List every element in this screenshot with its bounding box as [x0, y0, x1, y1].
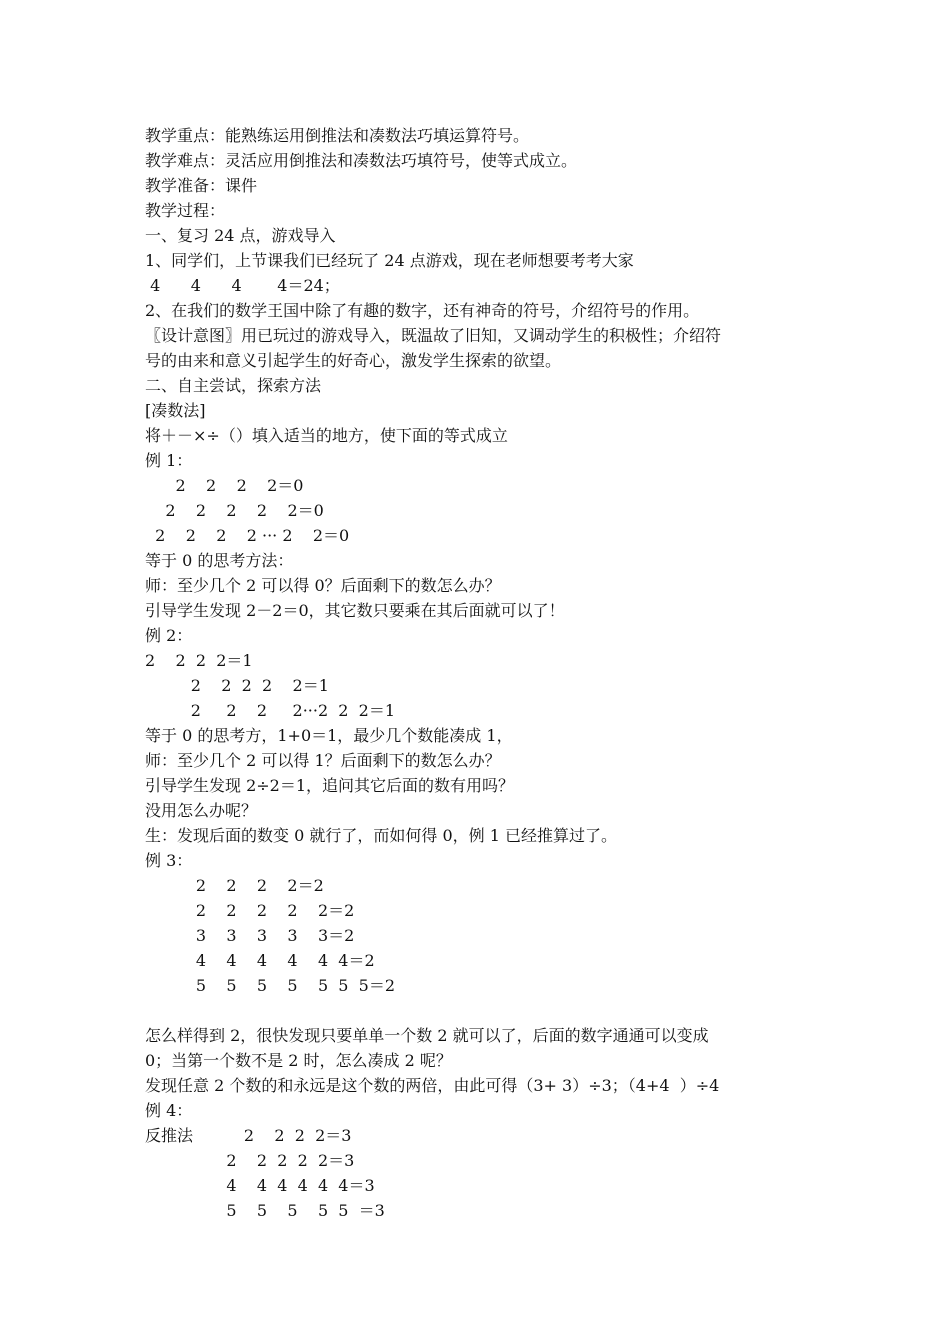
teaching-focus-line: 教学重点：能熟练运用倒推法和凑数法巧填运算符号。 — [145, 126, 530, 145]
equation-line: 2 2 2 2＝2 — [145, 876, 324, 895]
text-line: 0；当第一个数不是 2 时，怎么凑成 2 呢？ — [145, 1051, 452, 1070]
teaching-process-heading: 教学过程： — [145, 201, 226, 220]
equation-line: 4 4 4 4 4 4＝3 — [145, 1176, 375, 1195]
text-line: 等于 0 的思考方，1+0＝1，最少几个数能凑成 1， — [145, 726, 513, 745]
text-line: 将＋－×÷（）填入适当的地方，使下面的等式成立 — [145, 426, 508, 445]
text-line: 等于 0 的思考方法： — [145, 551, 294, 570]
equation-line: 2 2 2 2 2＝3 — [145, 1151, 355, 1170]
text-line: 没用怎么办呢？ — [145, 801, 258, 820]
teaching-difficulty-line: 教学难点：灵活应用倒推法和凑数法巧填符号，使等式成立。 — [145, 151, 578, 170]
example-label: 例 1： — [145, 451, 193, 470]
equation-line: 2 2 2 2＝1 — [145, 651, 253, 670]
example-label: 例 3： — [145, 851, 193, 870]
equation-line: 4 4 4 4 4 4＝2 — [145, 951, 375, 970]
text-line: 生：发现后面的数变 0 就行了，而如何得 0，例 1 已经推算过了。 — [145, 826, 617, 845]
section-two-heading: 二、自主尝试，探索方法 — [145, 376, 322, 395]
text-line: 怎么样得到 2，很快发现只要单单一个数 2 就可以了，后面的数字通通可以变成 — [145, 1026, 709, 1045]
equation-line: 2 2 2 2 2＝1 — [145, 676, 329, 695]
equation-line: 4 4 4 4＝24； — [145, 276, 340, 295]
equation-line: 2 2 2 2 2＝0 — [145, 501, 324, 520]
equation-line: 反推法 2 2 2 2＝3 — [145, 1126, 352, 1145]
design-intent-line: 〖设计意图〗用已玩过的游戏导入，既温故了旧知，又调动学生的积极性；介绍符 — [145, 326, 722, 345]
method-label: [凑数法] — [145, 401, 206, 420]
teaching-preparation-line: 教学准备：课件 — [145, 176, 258, 195]
equation-line: 2 2 2 2···2 2 2＝1 — [145, 701, 396, 720]
section-one-heading: 一、复习 24 点，游戏导入 — [145, 226, 336, 245]
text-line: 发现任意 2 个数的和永远是这个数的两倍，由此可得（3+ 3）÷3；（4+4 ）÷4 — [145, 1076, 720, 1095]
text-line: 师：至少几个 2 可以得 1？后面剩下的数怎么办？ — [145, 751, 501, 770]
equation-line: 3 3 3 3 3＝2 — [145, 926, 355, 945]
equation-line: 2 2 2 2＝0 — [145, 476, 304, 495]
example-label: 例 2： — [145, 626, 193, 645]
equation-line: 5 5 5 5 5 5 5＝2 — [145, 976, 396, 995]
equation-line: 5 5 5 5 5 ＝3 — [145, 1201, 385, 1220]
text-line: 引导学生发现 2－2＝0，其它数只要乘在其后面就可以了！ — [145, 601, 565, 620]
equation-line: 2 2 2 2 2＝2 — [145, 901, 355, 920]
text-line: 号的由来和意义引起学生的好奇心，激发学生探索的欲望。 — [145, 351, 562, 370]
equation-line: 2 2 2 2 ··· 2 2＝0 — [145, 526, 350, 545]
text-line: 师：至少几个 2 可以得 0？后面剩下的数怎么办？ — [145, 576, 501, 595]
text-line: 2、在我们的数学王国中除了有趣的数字，还有神奇的符号，介绍符号的作用。 — [145, 301, 700, 320]
text-line: 引导学生发现 2÷2＝1，追问其它后面的数有用吗？ — [145, 776, 515, 795]
text-line: 1、同学们，上节课我们已经玩了 24 点游戏，现在老师想要考考大家 — [145, 251, 634, 270]
example-label: 例 4： — [145, 1101, 193, 1120]
